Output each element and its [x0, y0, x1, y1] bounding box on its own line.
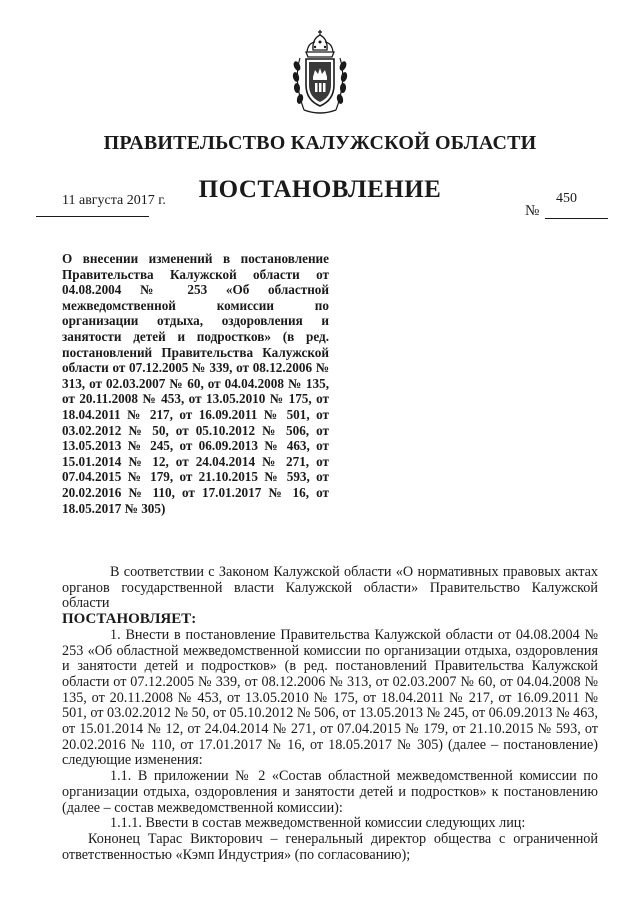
- commission-member-paragraph: Кононец Тарас Викторович – генеральный директор общества с ограниченной ответственностью «Кэмп Индустрия» (по согласованию);: [62, 830, 598, 863]
- government-name: ПРАВИТЕЛЬСТВО КАЛУЖСКОЙ ОБЛАСТИ: [103, 132, 537, 154]
- document-body: [62, 565, 598, 863]
- document-number: 450: [556, 191, 577, 206]
- preamble-paragraph: В соответствии с Законом Калужской области «О нормативных правовых актах органов государственной власти Калужской области» Правительство Калужской области: [62, 564, 598, 612]
- number-sign: №: [525, 203, 540, 219]
- document-date: 11 августа 2017 г.: [62, 193, 166, 208]
- decree-word: ПОСТАНОВЛЯЕТ:: [62, 611, 197, 628]
- document-subject: О внесении изменений в постановление Правительства Калужской области от 04.08.2004 № 253 «Об областной межведомственной комиссии по организации отдыха, оздоровления и занятости детей и подростков» (в ред. постановлений Правительства Калужской области от 07.12.2005 № 339, от 08.12.2006 № 313, от 02.03.2007 № 60, от 04.04.2008 № 135, от 20.11.2008 № 453, от 13.05.2010 № 175, от 18.04.2011 № 217, от 16.09.2011 № 501, от 03.02.2012 № 50, от 05.10.2012 № 506, от 13.05.2013 № 245, от 06.09.2013 № 463, от 15.01.2014 № 12, от 24.04.2014 № 271, от 07.04.2015 № 179, от 21.10.2015 № 593, от 20.02.2016 № 110, от 17.01.2017 № 16, от 18.05.2017 № 305): [62, 251, 329, 516]
- item-1-paragraph: 1. Внести в постановление Правительства Калужской области от 04.08.2004 № 253 «Об областной межведомственной комиссии по организации отдыха, оздоровления и занятости детей и подростков» (в ред. постановлений Правительства Калужской области от 07.12.2005 № 339, от 08.12.2006 № 313, от 02.03.2007 № 60, от 04.04.2008 № 135, от 20.11.2008 № 453, от 13.05.2010 № 175, от 18.04.2011 № 217, от 16.09.2011 № 501, от 03.02.2012 № 50, от 05.10.2012 № 506, от 13.05.2013 № 245, от 06.09.2013 № 463, от 15.01.2014 № 12, от 24.04.2014 № 271, от 07.04.2015 № 179, от 21.10.2015 № 593, от 20.02.2016 № 110, от 17.01.2017 № 16, от 18.05.2017 № 305) (далее – постановление) следующие изменения:: [62, 626, 598, 769]
- item-1-1-1-paragraph: 1.1.1. Ввести в состав межведомственной комиссии следующих лиц:: [110, 815, 526, 832]
- number-underline: [545, 218, 608, 219]
- date-underline: [36, 216, 149, 217]
- coat-of-arms-icon: [291, 30, 349, 116]
- item-1-1-paragraph: 1.1. В приложении № 2 «Состав областной межведомственной комиссии по организации отдыха, оздоровления и занятости детей и подростков» к постановлению (далее – состав межведомственной комиссии):: [62, 768, 598, 816]
- document-type-title: ПОСТАНОВЛЕНИЕ: [198, 176, 442, 203]
